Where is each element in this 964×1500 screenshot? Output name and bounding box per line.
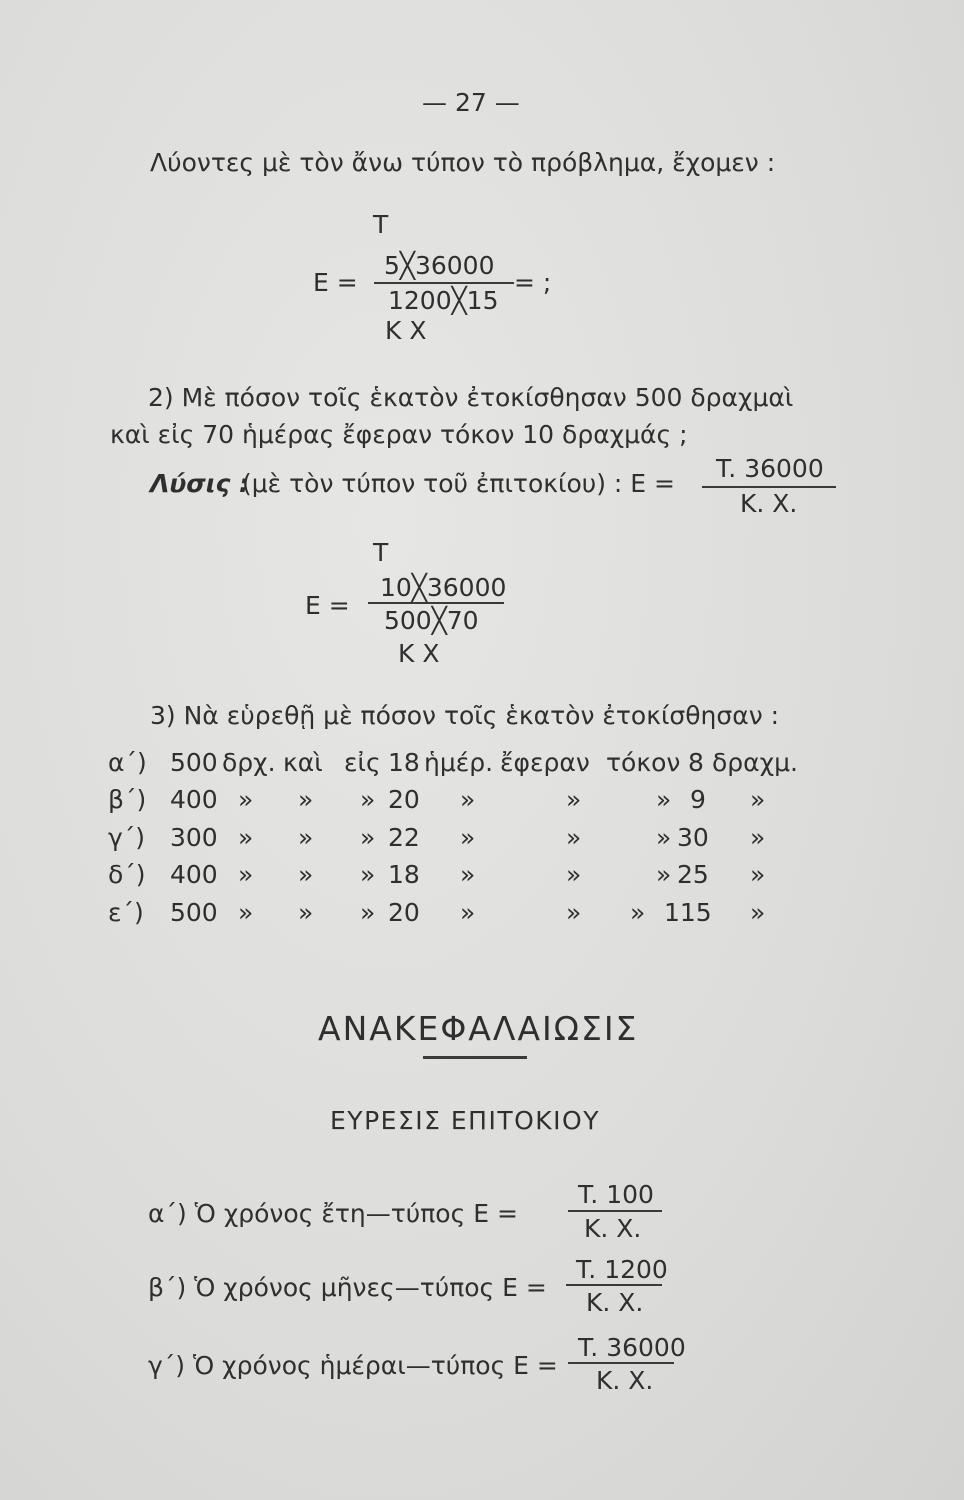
summary-item-text: γ΄) Ὁ χρόνος ἡμέραι—τύπος E = — [148, 1351, 558, 1380]
row-col-2: καὶ — [283, 748, 323, 777]
row-interest: 8 — [688, 748, 704, 777]
summary-item-numerator: T. 1200 — [576, 1255, 668, 1284]
solution-numerator: T. 36000 — [716, 454, 824, 483]
row-amount: 300 — [170, 823, 218, 852]
row-col-1: » — [238, 785, 254, 814]
row-interest: 25 — [677, 860, 709, 889]
row-col-4: ἡμέρ. — [424, 748, 494, 777]
formula-1-top: T — [373, 210, 389, 239]
row-col-2: » — [298, 898, 314, 927]
problem-3-heading: 3) Νὰ εὑρεθῇ μὲ πόσον τοῖς ἑκατὸν ἐτοκίσθησαν : — [150, 701, 780, 730]
row-col-3: » — [360, 823, 376, 852]
formula-1-denominator: 1200╳15 — [388, 286, 499, 315]
summary-item-numerator: T. 36000 — [578, 1333, 686, 1362]
row-label: β΄) — [108, 785, 147, 814]
formula-2-denominator: 500╳70 — [384, 606, 479, 635]
summary-item-denominator: K. X. — [586, 1288, 644, 1317]
solution-label: Λύσις : — [150, 469, 249, 498]
row-days: 20 — [388, 785, 420, 814]
row-label: ε΄) — [108, 898, 144, 927]
formula-1-lhs: E = — [313, 268, 358, 297]
row-col-7: δραχμ. — [712, 748, 798, 777]
summary-item-text: α΄) Ὁ χρόνος ἔτη—τύπος E = — [148, 1199, 518, 1228]
row-col-1: δρχ. — [222, 748, 276, 777]
row-col-3: εἰς — [344, 748, 381, 777]
row-col-5: » — [566, 898, 582, 927]
row-label: δ΄) — [108, 860, 146, 889]
summary-item-denominator: K. X. — [584, 1214, 642, 1243]
row-interest: 115 — [664, 898, 712, 927]
row-days: 18 — [388, 860, 420, 889]
page-number: — 27 — — [422, 88, 520, 117]
row-col-1: » — [238, 823, 254, 852]
row-amount: 500 — [170, 748, 218, 777]
row-col-1: » — [238, 860, 254, 889]
title-underline — [423, 1056, 527, 1059]
formula-1-rhs: = ; — [514, 268, 552, 297]
row-col-5: » — [566, 860, 582, 889]
problem-2-line-1: 2) Μὲ πόσον τοῖς ἑκατὸν ἐτοκίσθησαν 500 δραχμαὶ — [148, 383, 794, 412]
row-col-4: » — [460, 898, 476, 927]
row-days: 22 — [388, 823, 420, 852]
formula-2-top: T — [373, 538, 389, 567]
row-amount: 400 — [170, 785, 218, 814]
row-col-7: » — [750, 898, 766, 927]
row-label: γ΄) — [108, 823, 146, 852]
row-col-2: » — [298, 860, 314, 889]
row-col-3: » — [360, 860, 376, 889]
row-col-3: » — [360, 898, 376, 927]
formula-2-bottom: K X — [398, 639, 440, 668]
summary-title: ΑΝΑΚΕΦΑΛΑΙΩΣΙΣ — [318, 1009, 639, 1048]
row-col-7: » — [750, 823, 766, 852]
row-days: 18 — [388, 748, 420, 777]
formula-1-numerator: 5╳36000 — [384, 251, 495, 280]
row-col-1: » — [238, 898, 254, 927]
row-col-4: » — [460, 823, 476, 852]
summary-subtitle: ΕΥΡΕΣΙΣ ΕΠΙΤΟΚΙΟΥ — [330, 1106, 600, 1135]
summary-item-fraction-bar — [568, 1362, 674, 1364]
problem-2-line-2: καὶ εἰς 70 ἡμέρας ἔφεραν τόκον 10 δραχμάς ; — [110, 420, 688, 449]
formula-2-lhs: E = — [305, 591, 350, 620]
row-col-5: ἔφεραν — [500, 748, 590, 777]
row-col-4: » — [460, 785, 476, 814]
summary-item-denominator: K. X. — [596, 1366, 654, 1395]
row-col-6: » — [630, 898, 646, 927]
row-col-6: τόκον — [606, 748, 681, 777]
row-col-4: » — [460, 860, 476, 889]
row-col-2: » — [298, 785, 314, 814]
summary-item-fraction-bar — [568, 1210, 662, 1212]
row-amount: 400 — [170, 860, 218, 889]
formula-1-bottom: K X — [385, 316, 427, 345]
row-amount: 500 — [170, 898, 218, 927]
row-col-7: » — [750, 785, 766, 814]
intro-text: Λύοντες μὲ τὸν ἄνω τύπον τὸ πρόβλημα, ἔχομεν : — [150, 148, 776, 177]
row-col-6: » — [656, 823, 672, 852]
row-interest: 30 — [677, 823, 709, 852]
solution-fraction-bar — [702, 486, 836, 488]
row-col-6: » — [656, 785, 672, 814]
formula-2-numerator: 10╳36000 — [380, 573, 507, 602]
row-label: α΄) — [108, 748, 147, 777]
row-col-5: » — [566, 823, 582, 852]
summary-item-text: β΄) Ὁ χρόνος μῆνες—τύπος E = — [148, 1273, 547, 1302]
row-col-2: » — [298, 823, 314, 852]
row-days: 20 — [388, 898, 420, 927]
row-col-5: » — [566, 785, 582, 814]
formula-2-fraction-bar — [368, 602, 504, 604]
row-col-7: » — [750, 860, 766, 889]
row-col-6: » — [656, 860, 672, 889]
row-interest: 9 — [690, 785, 706, 814]
summary-item-fraction-bar — [566, 1284, 662, 1286]
formula-1-fraction-bar — [374, 282, 514, 284]
solution-denominator: K. X. — [740, 489, 798, 518]
summary-item-numerator: T. 100 — [578, 1180, 654, 1209]
solution-text: (μὲ τὸν τύπον τοῦ ἐπιτοκίου) : E = — [242, 469, 675, 498]
row-col-3: » — [360, 785, 376, 814]
